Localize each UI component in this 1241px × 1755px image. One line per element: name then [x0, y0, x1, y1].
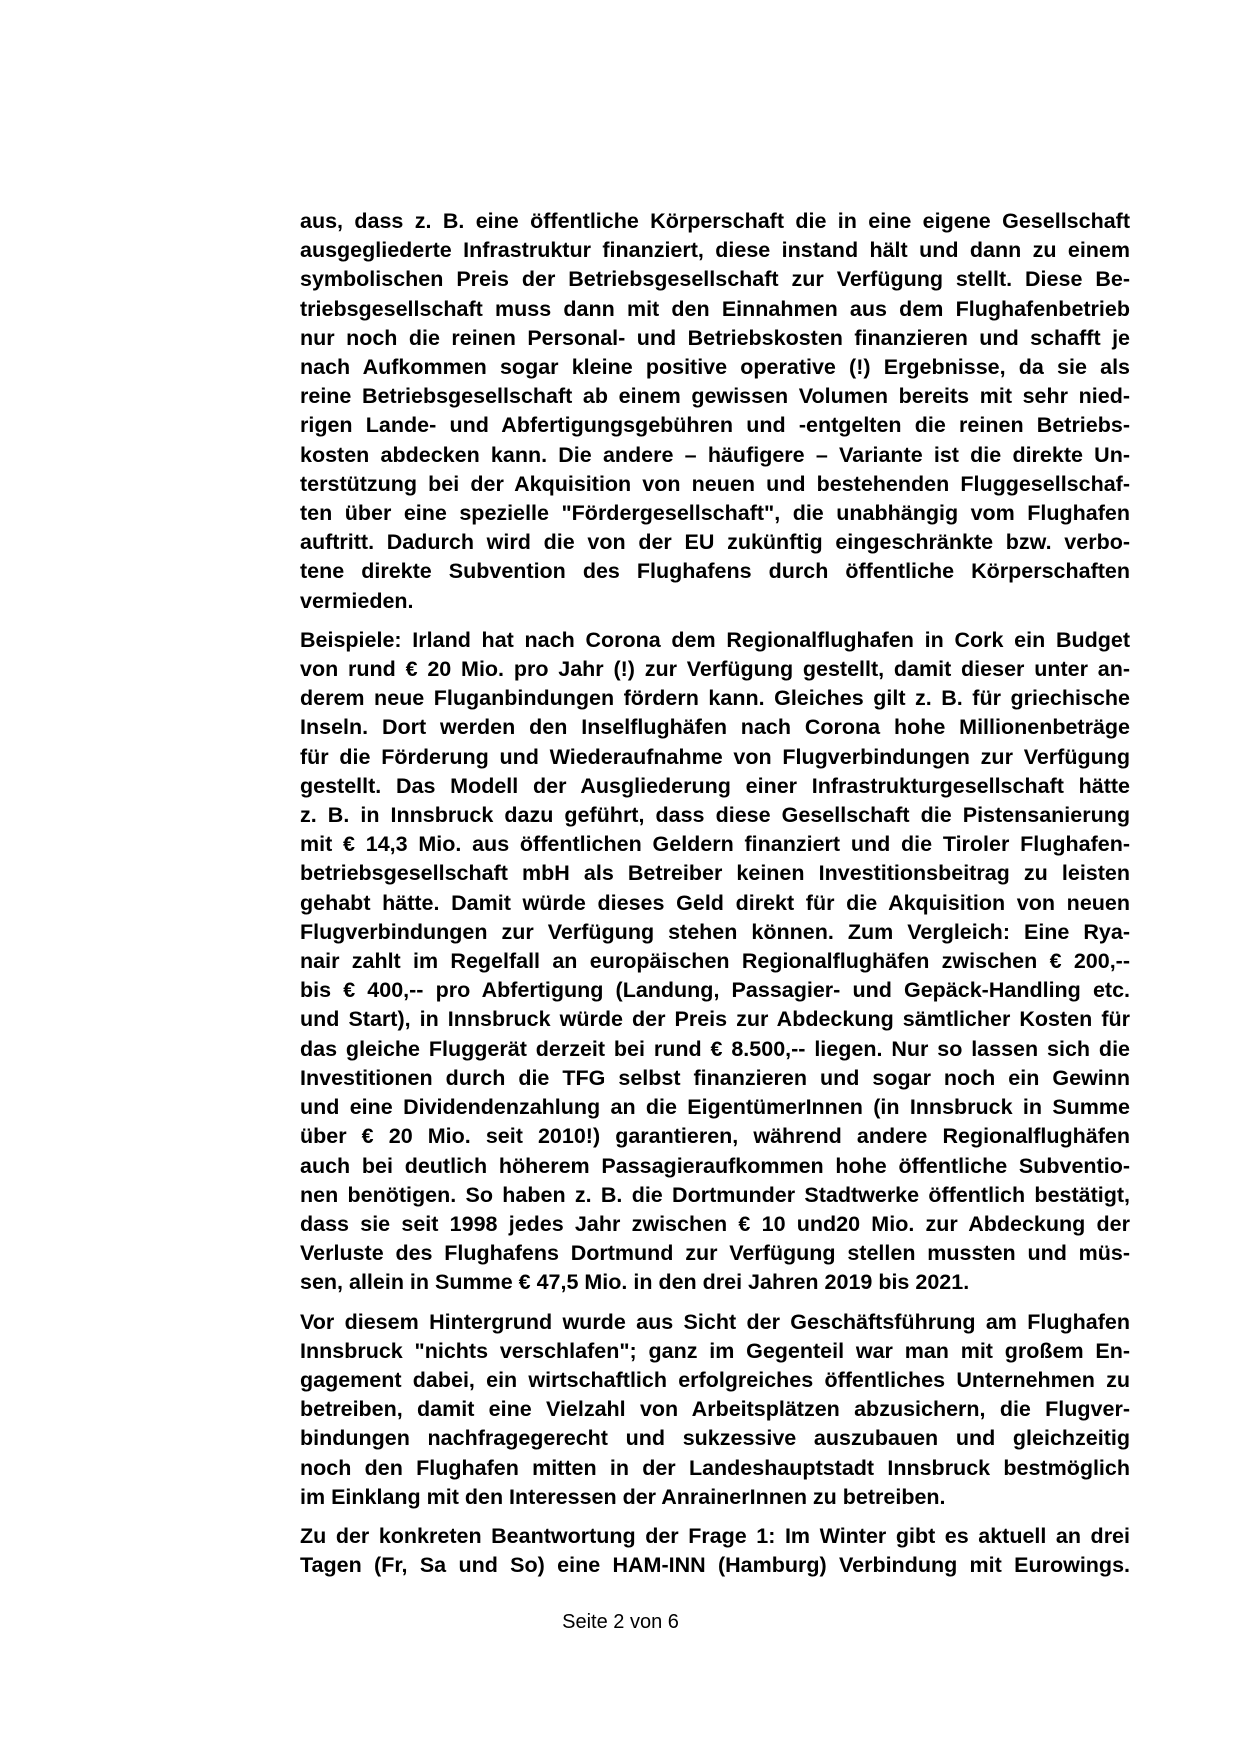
page-number-label: Seite 2 von 6 — [562, 1611, 679, 1633]
paragraph-examples — [300, 626, 1130, 1298]
text-line: triebsgesellschaft muss dann mit den Einnahmen aus dem Flughafenbetrieb — [300, 296, 1130, 321]
text-line: aus, dass z. B. eine öffentliche Körperschaft die in eine eigene Gesellschaft — [300, 209, 1130, 233]
text-line: mit € 14,3 Mio. aus öffentlichen Geldern finanziert und die Tiroler Flughafen- — [300, 832, 1130, 857]
text-line: auftritt. Dadurch wird die von der EU zukünftig eingeschränkte bzw. verbo- — [300, 530, 1130, 555]
text-line: bindungen nachfragegerecht und sukzessive auszubauen und gleichzeitig — [300, 1426, 1130, 1451]
text-line: nur noch die reinen Personal- und Betriebskosten finanzieren und schafft je — [300, 325, 1130, 350]
text-line: und eine Dividendenzahlung an die EigentümerInnen (in Innsbruck in Summe — [300, 1095, 1130, 1120]
text-line: bis € 400,-- pro Abfertigung (Landung, Passagier- und Gepäck-Handling etc. — [300, 978, 1130, 1003]
text-line: rigen Lande- und Abfertigungsgebühren und -entgelten die reinen Betriebs- — [300, 413, 1130, 438]
text-line: gagement dabei, ein wirtschaftlich erfolgreiches öffentliches Unternehmen zu — [300, 1367, 1130, 1392]
text-line: Beispiele: Irland hat nach Corona dem Regionalflughafen in Cork ein Budget — [300, 627, 1130, 652]
text-line: terstützung bei der Akquisition von neuen und bestehenden Fluggesellschaf- — [300, 471, 1130, 496]
text-line: gehabt hätte. Damit würde dieses Geld direkt für die Akquisition von neuen — [300, 890, 1130, 915]
text-line: für die Förderung und Wiederaufnahme von Flugverbindungen zur Verfügung — [300, 744, 1130, 769]
page-number-footer — [0, 1610, 1241, 1634]
text-line: das gleiche Fluggerät derzeit bei rund € 8.500,-- liegen. Nur so lassen sich die — [300, 1036, 1130, 1061]
text-line: noch den Flughafen mitten in der Landeshauptstadt Innsbruck bestmöglich — [300, 1455, 1130, 1480]
text-line: ausgegliederte Infrastruktur finanziert, diese instand hält und dann zu einem — [300, 238, 1130, 263]
text-line: Inseln. Dort werden den Inselflughäfen nach Corona hohe Millionenbeträge — [300, 715, 1130, 740]
text-line: Flugverbindungen zur Verfügung stehen können. Zum Vergleich: Eine Rya- — [300, 919, 1130, 944]
paragraph-management-view — [300, 1308, 1130, 1512]
text-line: Zu der konkreten Beantwortung der Frage 1: Im Winter gibt es aktuell an drei — [300, 1523, 1130, 1548]
text-line: von rund € 20 Mio. pro Jahr (!) zur Verfügung gestellt, damit dieser unter an- — [300, 657, 1130, 682]
text-line: Verluste des Flughafens Dortmund zur Verfügung stellen mussten und müs- — [300, 1241, 1130, 1266]
text-line: gestellt. Das Modell der Ausgliederung einer Infrastrukturgesellschaft hätte — [300, 773, 1130, 798]
text-line: nen benötigen. So haben z. B. die Dortmunder Stadtwerke öffentlich bestätigt, — [300, 1182, 1130, 1207]
text-line: Tagen (Fr, Sa und So) eine HAM-INN (Hamburg) Verbindung mit Eurowings. — [300, 1553, 1130, 1578]
paragraph-infrastructure-model — [300, 207, 1130, 616]
text-line: und Start), in Innsbruck würde der Preis zur Abdeckung sämtlicher Kosten für — [300, 1007, 1130, 1032]
text-line: dass sie seit 1998 jedes Jahr zwischen € 10 und20 Mio. zur Abdeckung der — [300, 1211, 1130, 1236]
text-line: ten über eine spezielle "Fördergesellschaft", die unabhängig vom Flughafen — [300, 501, 1130, 526]
text-line: symbolischen Preis der Betriebsgesellschaft zur Verfügung stellt. Diese Be- — [300, 267, 1130, 292]
text-line: z. B. in Innsbruck dazu geführt, dass diese Gesellschaft die Pistensanierung — [300, 803, 1130, 828]
text-line: nach Aufkommen sogar kleine positive operative (!) Ergebnisse, da sie als — [300, 355, 1130, 380]
text-line: vermieden. — [300, 588, 414, 613]
text-line: tene direkte Subvention des Flughafens durch öffentliche Körperschaften — [300, 559, 1130, 584]
text-line: betreiben, damit eine Vielzahl von Arbeitsplätzen abzusichern, die Flugver- — [300, 1397, 1130, 1422]
text-line: Investitionen durch die TFG selbst finanzieren und sogar noch ein Gewinn — [300, 1065, 1130, 1090]
text-line: Innsbruck "nichts verschlafen"; ganz im Gegenteil war man mit großem En- — [300, 1338, 1130, 1363]
text-line: über € 20 Mio. seit 2010!) garantieren, während andere Regionalflughäfen — [300, 1124, 1130, 1149]
text-line: kosten abdecken kann. Die andere – häufigere – Variante ist die direkte Un- — [300, 442, 1130, 467]
text-line: nair zahlt im Regelfall an europäischen Regionalflughäfen zwischen € 200,-- — [300, 949, 1130, 974]
text-line: im Einklang mit den Interessen der AnrainerInnen zu betreiben. — [300, 1484, 946, 1509]
text-line: derem neue Fluganbindungen fördern kann. Gleiches gilt z. B. für griechische — [300, 686, 1130, 711]
page-body — [300, 207, 1130, 1590]
text-line: auch bei deutlich höherem Passagieraufkommen hohe öffentliche Subventio- — [300, 1153, 1130, 1178]
text-line: reine Betriebsgesellschaft ab einem gewissen Volumen bereits mit sehr nied- — [300, 384, 1130, 409]
text-line: sen, allein in Summe € 47,5 Mio. in den drei Jahren 2019 bis 2021. — [300, 1270, 970, 1295]
text-line: betriebsgesellschaft mbH als Betreiber keinen Investitionsbeitrag zu leisten — [300, 861, 1130, 886]
text-line: Vor diesem Hintergrund wurde aus Sicht der Geschäftsführung am Flughafen — [300, 1309, 1130, 1334]
paragraph-question-1-answer — [300, 1522, 1130, 1580]
